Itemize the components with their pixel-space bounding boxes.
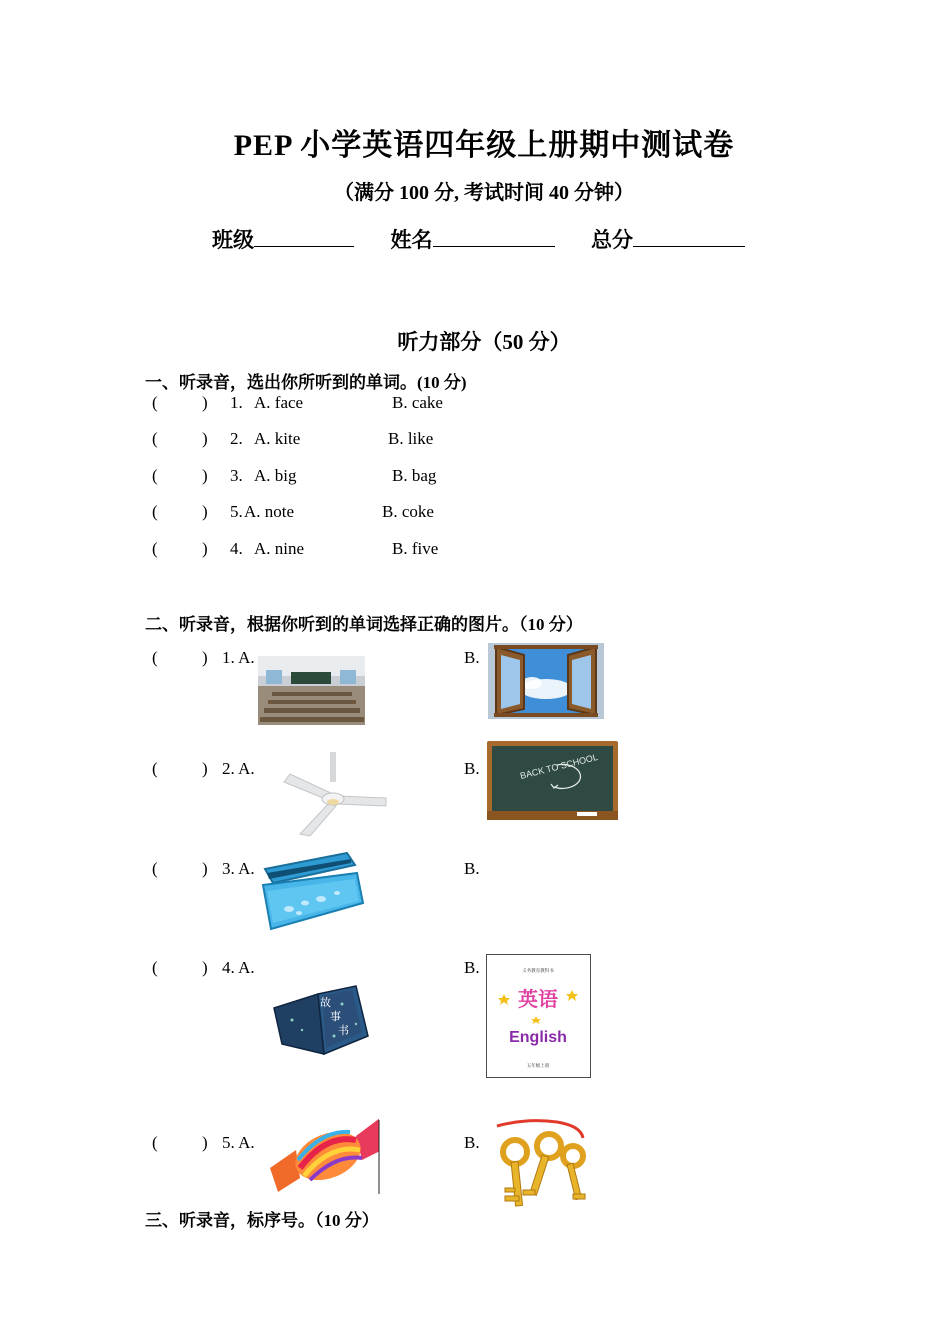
name-blank[interactable] bbox=[433, 224, 555, 247]
answer-paren-left[interactable]: ( bbox=[152, 859, 158, 878]
answer-paren-right: ) bbox=[202, 958, 208, 977]
classroom-icon[interactable] bbox=[258, 656, 365, 725]
item-number: 3. A. bbox=[222, 859, 255, 878]
option-b-label: B. bbox=[464, 859, 480, 878]
storybook-char-1: 故 bbox=[320, 996, 331, 1009]
fan-icon[interactable] bbox=[280, 752, 390, 837]
part1-heading: 一、听录音，选出你所听到的单词。(10 分) bbox=[145, 373, 467, 392]
answer-paren-left[interactable]: ( bbox=[152, 539, 158, 558]
book-bottom-line: 五年级上册 bbox=[526, 1064, 550, 1069]
class-blank[interactable] bbox=[254, 224, 354, 247]
item-number: 1. A. bbox=[222, 648, 255, 667]
answer-paren-left[interactable]: ( bbox=[152, 958, 158, 977]
item-number: 2. bbox=[230, 429, 243, 448]
english-book-icon[interactable] bbox=[486, 954, 591, 1078]
answer-paren-right: ) bbox=[202, 1133, 208, 1152]
answer-paren-left[interactable]: ( bbox=[152, 429, 158, 448]
answer-paren-left[interactable]: ( bbox=[152, 466, 158, 485]
storybook-char-3: 书 bbox=[338, 1024, 349, 1037]
book-cn-title: 英语 bbox=[518, 987, 558, 1011]
total-blank[interactable] bbox=[633, 224, 745, 247]
option-a: A. note bbox=[244, 502, 295, 521]
listening-heading: 听力部分（50 分） bbox=[397, 330, 571, 354]
option-b: B. like bbox=[388, 429, 434, 448]
exam-info: （满分 100 分, 考试时间 40 分钟） bbox=[334, 182, 634, 204]
name-label: 姓名 bbox=[390, 228, 433, 252]
candy-icon[interactable] bbox=[270, 1116, 382, 1194]
option-b: B. bag bbox=[392, 466, 437, 485]
student-info-fields bbox=[212, 224, 745, 254]
option-b: B. coke bbox=[382, 502, 434, 521]
item-number: 1. bbox=[230, 393, 243, 412]
blackboard-icon[interactable] bbox=[487, 741, 618, 820]
answer-paren-right: ) bbox=[202, 429, 208, 448]
answer-paren-right: ) bbox=[202, 393, 208, 412]
answer-paren-right: ) bbox=[202, 466, 208, 485]
item-number: 5. bbox=[230, 502, 243, 521]
item-number: 4. bbox=[230, 539, 243, 558]
answer-paren-right: ) bbox=[202, 539, 208, 558]
option-a: A. nine bbox=[254, 539, 305, 558]
book-en-title: English bbox=[509, 1029, 567, 1046]
item-number: 5. A. bbox=[222, 1133, 255, 1152]
answer-paren-right: ) bbox=[202, 759, 208, 778]
answer-paren-right: ) bbox=[202, 648, 208, 667]
option-b: B. cake bbox=[392, 393, 443, 412]
answer-paren-left[interactable]: ( bbox=[152, 648, 158, 667]
item-number: 3. bbox=[230, 466, 243, 485]
pencil-box-icon[interactable] bbox=[259, 851, 367, 935]
class-label: 班级 bbox=[212, 228, 254, 252]
option-a: A. big bbox=[254, 466, 297, 485]
total-label: 总分 bbox=[591, 228, 633, 252]
item-number: 4. A. bbox=[222, 958, 255, 977]
window-icon[interactable] bbox=[488, 643, 604, 719]
answer-paren-left[interactable]: ( bbox=[152, 502, 158, 521]
part3-heading: 三、听录音，标序号。（10 分） bbox=[145, 1211, 379, 1230]
answer-paren-right: ) bbox=[202, 859, 208, 878]
answer-paren-left[interactable]: ( bbox=[152, 1133, 158, 1152]
part2-heading: 二、听录音，根据你听到的单词选择正确的图片。（10 分） bbox=[145, 615, 583, 634]
option-b-label: B. bbox=[464, 648, 480, 667]
answer-paren-left[interactable]: ( bbox=[152, 759, 158, 778]
option-a: A. face bbox=[254, 393, 304, 412]
option-a: A. kite bbox=[254, 429, 301, 448]
keys-icon[interactable] bbox=[487, 1116, 591, 1216]
option-b-label: B. bbox=[464, 759, 480, 778]
answer-paren-left[interactable]: ( bbox=[152, 393, 158, 412]
option-b: B. five bbox=[392, 539, 439, 558]
answer-paren-right: ) bbox=[202, 502, 208, 521]
book-top-line: 义务教育教科书 bbox=[522, 969, 554, 974]
page-title: PEP 小学英语四年级上册期中测试卷 bbox=[233, 129, 735, 162]
storybook-icon[interactable] bbox=[272, 984, 370, 1060]
option-b-label: B. bbox=[464, 1133, 480, 1152]
storybook-char-2: 事 bbox=[330, 1010, 341, 1023]
option-b-label: B. bbox=[464, 958, 480, 977]
blackboard-text: BACK TO SCHOOL bbox=[519, 751, 599, 781]
item-number: 2. A. bbox=[222, 759, 255, 778]
